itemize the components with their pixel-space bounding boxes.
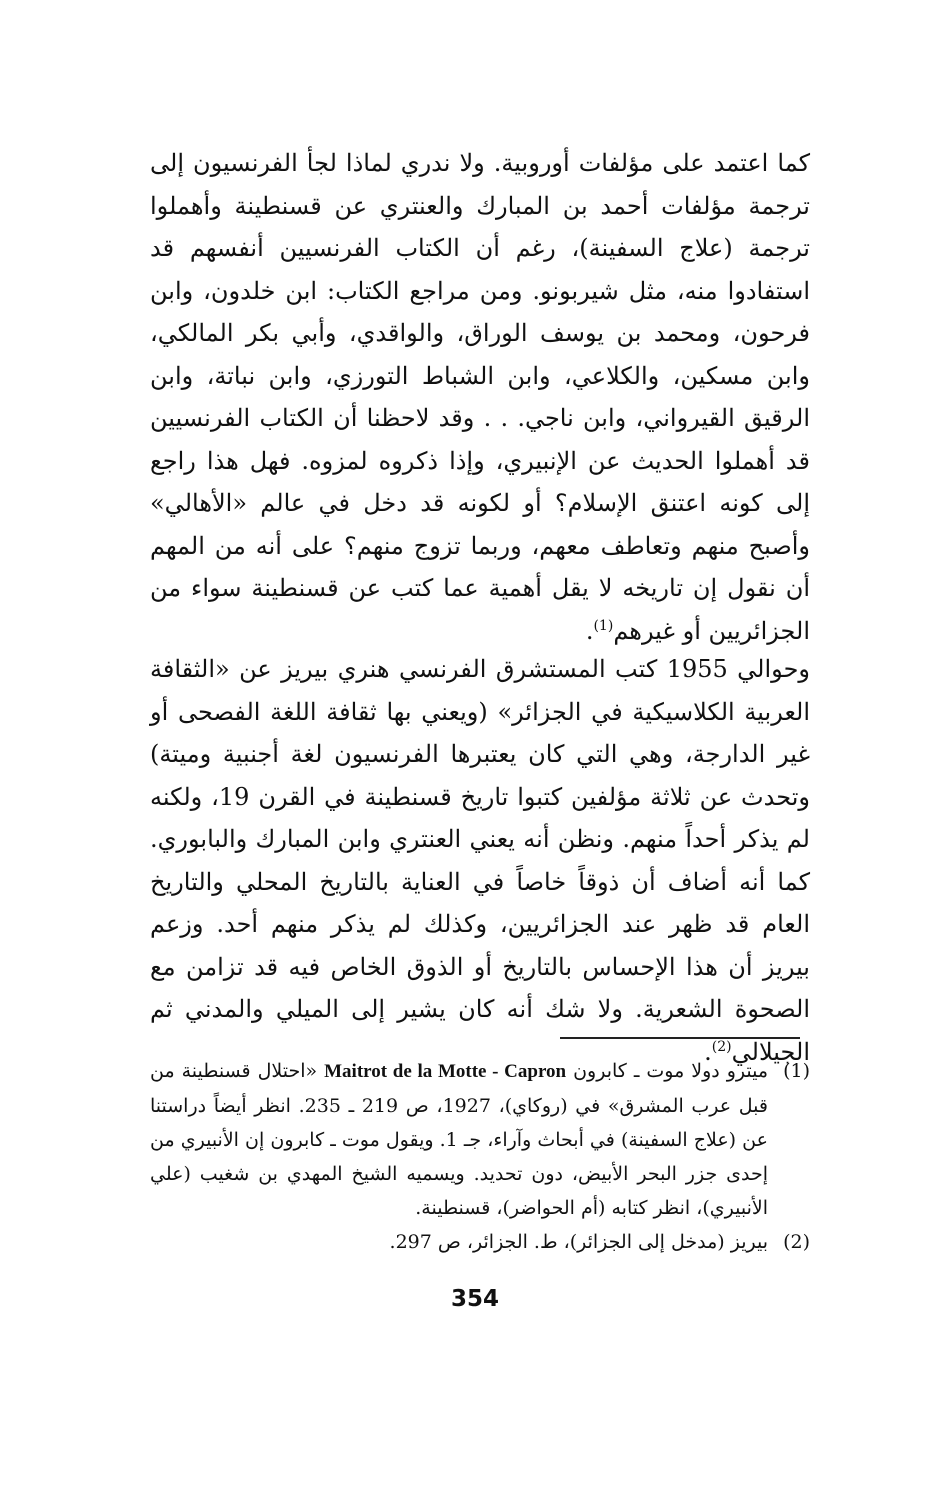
footnote-ref-1[interactable]: (1) [593, 617, 614, 634]
body-paragraph-2 [150, 648, 810, 1073]
footnote-1-number: (1) [783, 1060, 810, 1082]
footnote-2-number: (2) [783, 1231, 810, 1253]
footnotes [150, 1054, 810, 1259]
footnote-1-text-b: «احتلال قسنطينة من قبل عرب المشرق» في (روكاي)، 1927، ص 219 ـ 235. انظر أيضاً دراستنا عن (علاج السفينة) في أبحاث وآراء، جـ 1. ويقول موت ـ كابرون إن الأنبيري من إحدى جزر البحر الأبيض، دون تحديد. ويسميه الشيخ المهدي بن شغيب (علي الأنبيري)، انظر كتابه (أم الحواضر)، قسنطينة. [150, 1060, 768, 1219]
body-paragraph-1 [150, 142, 810, 652]
paragraph-1-text: كما اعتمد على مؤلفات أوروبية. ولا ندري لماذا لجأ الفرنسيون إلى ترجمة مؤلفات أحمد بن المبارك والعنتري عن قسنطينة وأهملوا ترجمة (علاج السفينة)، رغم أن الكتاب الفرنسيين أنفسهم قد استفادوا منه، مثل شيربونو. ومن مراجع الكتاب: ابن خلدون، وابن فرحون، ومحمد بن يوسف الوراق، والواقدي، وأبي بكر المالكي، وابن مسكين، والكلاعي، وابن الشباط التورزي، وابن نباتة، وابن الرقيق القيرواني، وابن ناجي. . . وقد لاحظنا أن الكتاب الفرنسيين قد أهملوا الحديث عن الإنبيري، وإذا ذكروه لمزوه. فهل هذا راجع إلى كونه اعتنق الإسلام؟ أو لكونه قد دخل في عالم «الأهالي» وأصبح منهم وتعاطف معهم، وربما تزوج منهم؟ على أنه من المهم أن نقول إن تاريخه لا يقل أهمية عما كتب عن قسنطينة سواء من الجزائريين أو غيرهم [150, 149, 810, 645]
footnote-2 [150, 1225, 810, 1259]
footnote-ref-2[interactable]: (2) [711, 1038, 732, 1055]
page-number: 354 [450, 1286, 499, 1312]
footnote-1-body [150, 1054, 768, 1225]
footnote-separator [560, 1037, 800, 1039]
paragraph-1-end: . [585, 616, 594, 645]
footnote-1-text-a: ميترو دولا موت ـ كابرون [566, 1060, 768, 1082]
paragraph-2-text: وحوالي 1955 كتب المستشرق الفرنسي هنري بيريز عن «الثقافة العربية الكلاسيكية في الجزائر» (ويعني بها ثقافة اللغة الفصحى أو غير الدارجة، وهي التي كان يعتبرها الفرنسيون لغة أجنبية وميتة) وتحدث عن ثلاثة مؤلفين كتبوا تاريخ قسنطينة في القرن 19، ولكنه لم يذكر أحداً منهم. ونظن أنه يعني العنتري وابن المبارك والبابوري. كما أنه أضاف أن ذوقاً خاصاً في العناية بالتاريخ المحلي والتاريخ العام قد ظهر عند الجزائريين، وكذلك لم يذكر منهم أحد. وزعم بيريز أن هذا الإحساس بالتاريخ أو الذوق الخاص فيه قد تزامن مع الصحوة الشعرية. ولا شك أنه كان يشير إلى الميلي والمدني ثم الجيلالي [150, 655, 811, 1066]
paragraph-2-end: . [704, 1037, 712, 1066]
footnote-2-body: بيريز (مدخل إلى الجزائر)، ط. الجزائر، ص 297. [389, 1231, 768, 1253]
footnote-1-latin: Maitrot de la Motte - Capron [324, 1061, 567, 1082]
footnote-1 [150, 1054, 810, 1225]
